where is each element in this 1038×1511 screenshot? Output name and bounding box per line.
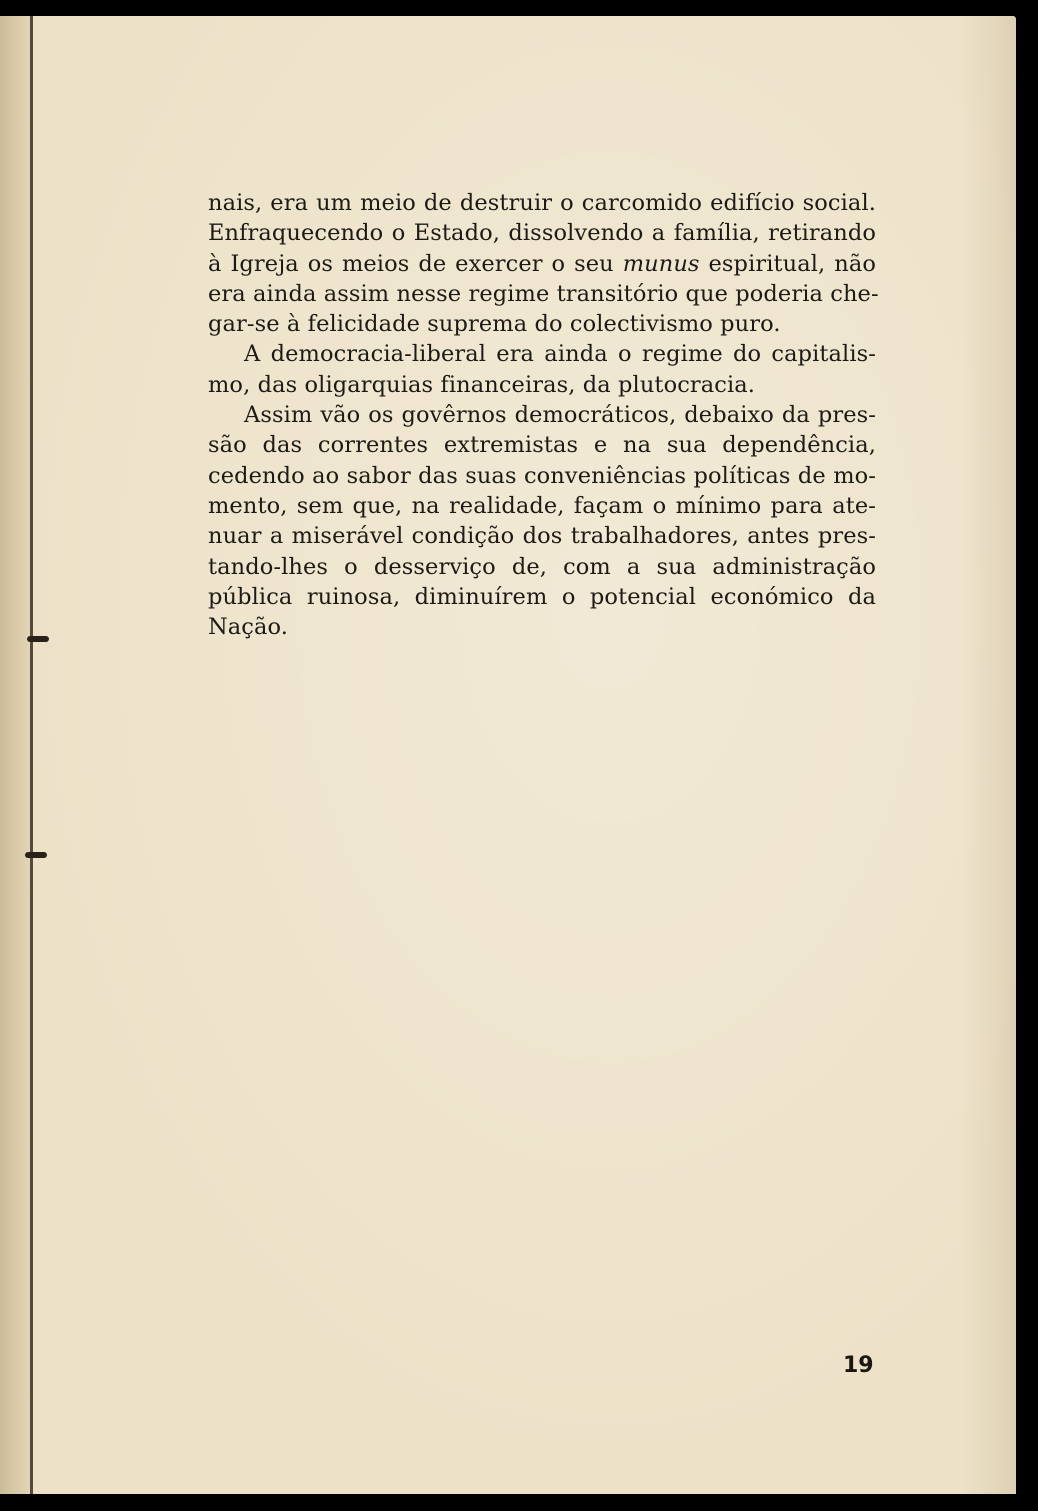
text-line: gar-se à felicidade suprema do colectivismo puro. — [208, 311, 781, 338]
previous-page-edge — [0, 16, 30, 1494]
text-line: pública ruinosa, diminuírem o potencial económico da — [208, 583, 876, 610]
binding-fold — [30, 16, 33, 1494]
text-line: mo, das oligarquias financeiras, da plutocracia. — [208, 371, 756, 398]
text-line: Assim vão os govêrnos democráticos, debaixo da pres- — [244, 402, 876, 429]
text-line: Nação. — [208, 614, 289, 641]
text-line: nuar a miserável condição dos trabalhadores, antes pres- — [208, 523, 876, 550]
text-line: Enfraquecendo o Estado, dissolvendo a família, retirando — [208, 220, 876, 247]
text-line: mento, sem que, na realidade, façam o mínimo para ate- — [208, 492, 876, 519]
text-line: cedendo ao sabor das suas conveniências políticas de mo- — [208, 462, 876, 489]
text-line: nais, era um meio de destruir o carcomido edifício social. — [208, 190, 876, 216]
text-line: era ainda assim nesse regime transitório que poderia che- — [208, 280, 879, 307]
page-number: 19 — [843, 1353, 874, 1378]
text-line: A democracia-liberal era ainda o regime do capitalis- — [244, 341, 876, 368]
binding-staple-mark — [27, 636, 49, 642]
binding-staple-mark — [25, 852, 47, 858]
italic-term: munus — [622, 250, 700, 277]
text-line: à Igreja os meios de exercer o seu munus espiritual, não — [208, 250, 876, 277]
body-text — [208, 188, 879, 642]
text-line: são das correntes extremistas e na sua dependência, — [208, 432, 876, 459]
text-line: tando-lhes o desserviço de, com a sua administração — [208, 553, 876, 580]
